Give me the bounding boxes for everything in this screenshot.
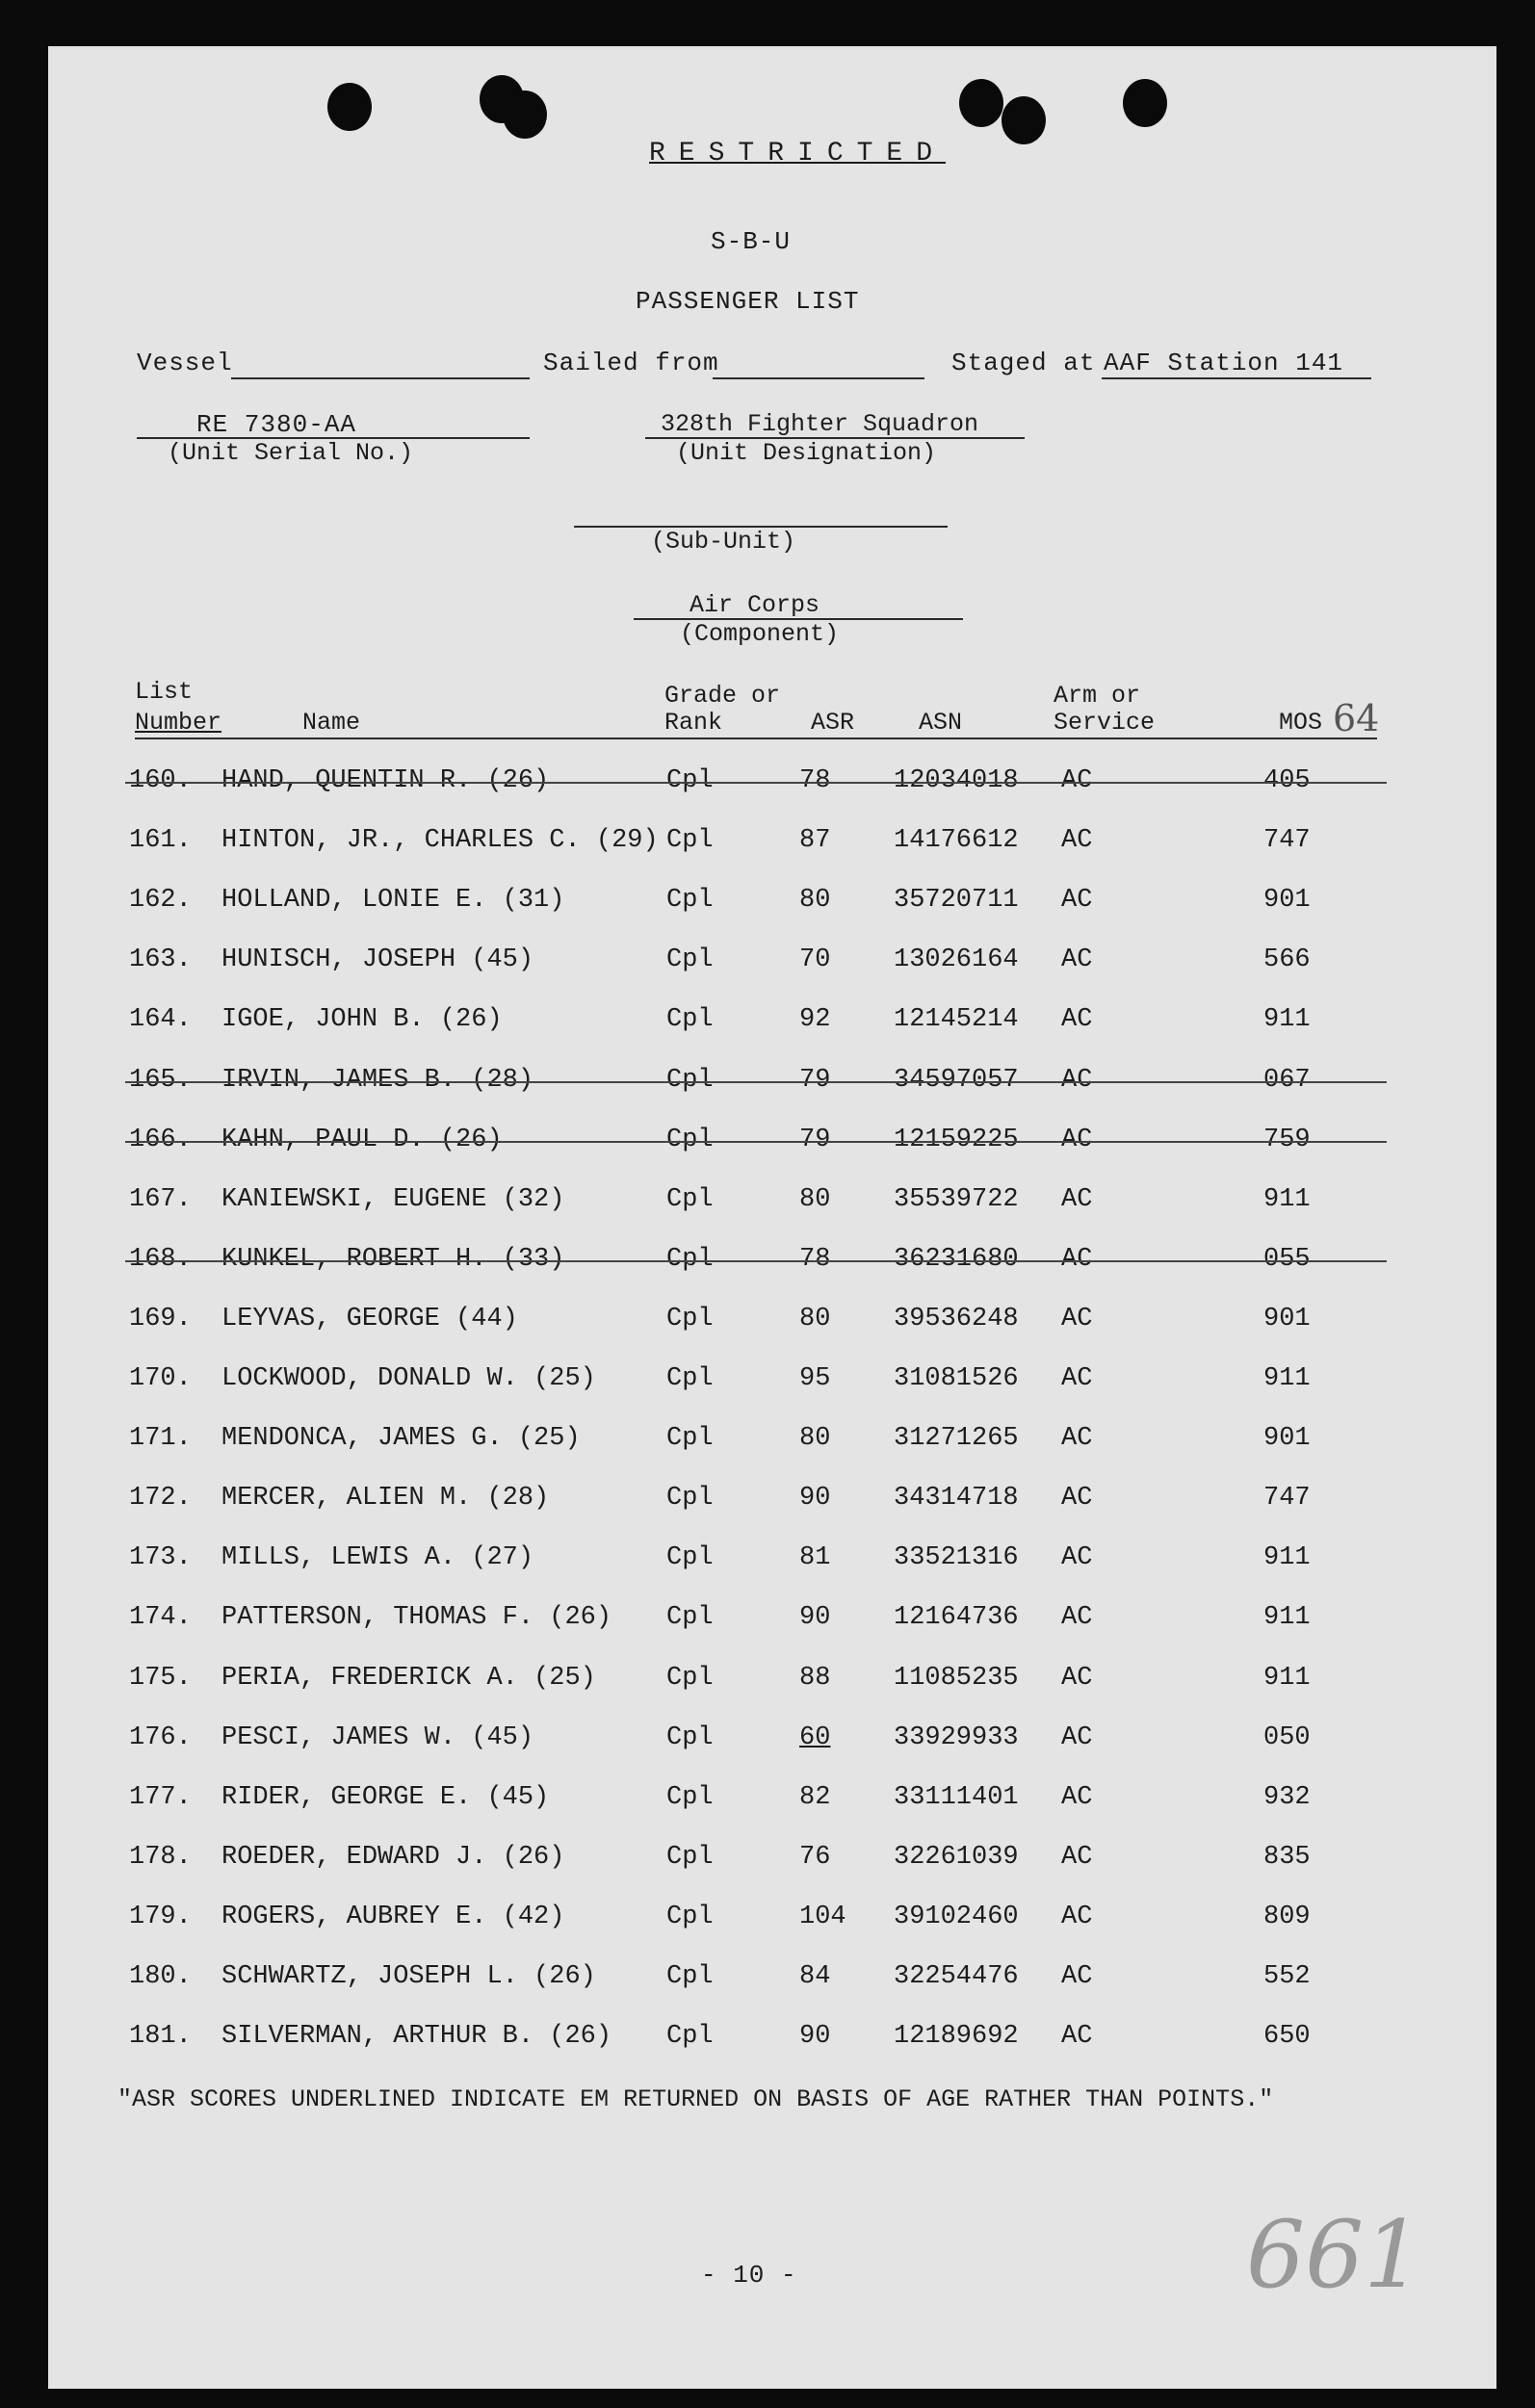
row-mos: 067 bbox=[1263, 1065, 1311, 1095]
row-asn: 12189692 bbox=[894, 2022, 1019, 2052]
row-name: LEYVAS, GEORGE (44) bbox=[221, 1304, 518, 1333]
row-asn: 39536248 bbox=[894, 1304, 1019, 1333]
row-name: KUNKEL, ROBERT H. (33) bbox=[221, 1244, 565, 1274]
row-mos: 911 bbox=[1263, 1364, 1311, 1393]
staged-at-label: Staged at bbox=[951, 349, 1096, 377]
row-asn: 14176612 bbox=[894, 826, 1019, 856]
row-asn: 34314718 bbox=[894, 1484, 1019, 1514]
punch-hole bbox=[327, 83, 372, 131]
row-name: HINTON, JR., CHARLES C. (29) bbox=[221, 826, 659, 856]
row-asn: 12145214 bbox=[894, 1005, 1019, 1035]
row-asn: 33111401 bbox=[894, 1782, 1019, 1812]
row-asr: 90 bbox=[799, 1484, 831, 1514]
strikethrough-line bbox=[125, 1081, 1387, 1083]
row-asn: 31081526 bbox=[894, 1364, 1019, 1393]
row-arm: AC bbox=[1061, 766, 1093, 795]
footnote: "ASR SCORES UNDERLINED INDICATE EM RETURNED ON BASIS OF AGE RATHER THAN POINTS." bbox=[117, 2085, 1274, 2113]
row-grade: Cpl bbox=[666, 1782, 714, 1812]
row-asr: 82 bbox=[799, 1782, 831, 1812]
row-arm: AC bbox=[1061, 945, 1093, 975]
row-grade: Cpl bbox=[666, 1484, 714, 1514]
row-list-number: 160. bbox=[129, 766, 192, 795]
row-asn: 33929933 bbox=[894, 1722, 1019, 1752]
row-grade: Cpl bbox=[666, 1842, 714, 1872]
row-asn: 39102460 bbox=[894, 1902, 1019, 1931]
row-list-number: 171. bbox=[129, 1424, 192, 1454]
row-asr: 79 bbox=[799, 1065, 831, 1095]
row-grade: Cpl bbox=[666, 1902, 714, 1931]
row-name: KANIEWSKI, EUGENE (32) bbox=[221, 1184, 565, 1214]
row-asr: 79 bbox=[799, 1125, 831, 1154]
col-mos: MOS bbox=[1279, 709, 1323, 737]
row-grade: Cpl bbox=[666, 1244, 714, 1274]
strikethrough-line bbox=[125, 782, 1387, 784]
row-arm: AC bbox=[1061, 1484, 1093, 1514]
row-arm: AC bbox=[1061, 1902, 1093, 1931]
handwritten-page-number: 661 bbox=[1246, 2201, 1423, 2309]
sailed-from-label: Sailed from bbox=[543, 349, 719, 377]
row-arm: AC bbox=[1061, 1005, 1093, 1035]
unit-serial-caption: (Unit Serial No.) bbox=[168, 439, 414, 467]
table-row bbox=[48, 1005, 1496, 1044]
row-grade: Cpl bbox=[666, 1962, 714, 1991]
staged-at-value: AAF Station 141 bbox=[1104, 349, 1344, 377]
row-mos: 566 bbox=[1263, 945, 1311, 975]
row-list-number: 170. bbox=[129, 1364, 192, 1393]
row-name: ROGERS, AUBREY E. (42) bbox=[221, 1902, 565, 1931]
row-arm: AC bbox=[1061, 1543, 1093, 1573]
row-list-number: 169. bbox=[129, 1304, 192, 1333]
row-asr: 70 bbox=[799, 945, 831, 975]
table-row bbox=[48, 1066, 1496, 1104]
row-list-number: 166. bbox=[129, 1125, 192, 1154]
row-asr: 80 bbox=[799, 1304, 831, 1333]
row-mos: 932 bbox=[1263, 1782, 1311, 1812]
row-grade: Cpl bbox=[666, 945, 714, 975]
row-asn: 33521316 bbox=[894, 1543, 1019, 1573]
table-row bbox=[48, 1484, 1496, 1522]
row-name: MENDONCA, JAMES G. (25) bbox=[221, 1424, 581, 1454]
row-asr: 95 bbox=[799, 1364, 831, 1393]
row-asr: 81 bbox=[799, 1543, 831, 1573]
row-grade: Cpl bbox=[666, 1304, 714, 1333]
row-list-number: 172. bbox=[129, 1484, 192, 1514]
row-arm: AC bbox=[1061, 1722, 1093, 1752]
table-row bbox=[48, 1543, 1496, 1582]
table-row bbox=[48, 1903, 1496, 1941]
row-asr: 78 bbox=[799, 1244, 831, 1274]
col-arm-line1: Arm or bbox=[1054, 682, 1141, 710]
row-name: MILLS, LEWIS A. (27) bbox=[221, 1543, 534, 1573]
row-mos: 911 bbox=[1263, 1005, 1311, 1035]
row-asn: 35720711 bbox=[894, 886, 1019, 916]
row-name: SCHWARTZ, JOSEPH L. (26) bbox=[221, 1962, 596, 1991]
row-arm: AC bbox=[1061, 1364, 1093, 1393]
row-asn: 31271265 bbox=[894, 1424, 1019, 1454]
table-row bbox=[48, 1364, 1496, 1403]
row-arm: AC bbox=[1061, 886, 1093, 916]
row-name: HOLLAND, LONIE E. (31) bbox=[221, 886, 565, 916]
row-asr: 90 bbox=[799, 2022, 831, 2052]
row-mos: 901 bbox=[1263, 886, 1311, 916]
row-grade: Cpl bbox=[666, 826, 714, 856]
row-mos: 809 bbox=[1263, 1902, 1311, 1931]
row-arm: AC bbox=[1061, 1125, 1093, 1154]
row-asn: 13026164 bbox=[894, 945, 1019, 975]
table-row bbox=[48, 1962, 1496, 2001]
table-row bbox=[48, 1664, 1496, 1702]
row-arm: AC bbox=[1061, 1603, 1093, 1633]
row-asr: 84 bbox=[799, 1962, 831, 1991]
row-asn: 12164736 bbox=[894, 1603, 1019, 1633]
row-mos: 911 bbox=[1263, 1184, 1311, 1214]
table-row bbox=[48, 1305, 1496, 1343]
row-name: HAND, QUENTIN R. (26) bbox=[221, 766, 550, 795]
row-mos: 901 bbox=[1263, 1424, 1311, 1454]
row-list-number: 174. bbox=[129, 1603, 192, 1633]
row-arm: AC bbox=[1061, 1184, 1093, 1214]
table-row bbox=[48, 886, 1496, 924]
mos-handwritten-note: 64 bbox=[1333, 697, 1380, 739]
vessel-label: Vessel bbox=[137, 349, 233, 377]
component-caption: (Component) bbox=[680, 620, 840, 648]
row-mos: 650 bbox=[1263, 2022, 1311, 2052]
row-mos: 759 bbox=[1263, 1125, 1311, 1154]
row-asr: 80 bbox=[799, 886, 831, 916]
row-arm: AC bbox=[1061, 1244, 1093, 1274]
row-grade: Cpl bbox=[666, 1005, 714, 1035]
row-asn: 11085235 bbox=[894, 1663, 1019, 1693]
row-arm: AC bbox=[1061, 1424, 1093, 1454]
table-row bbox=[48, 1185, 1496, 1224]
col-arm-line2: Service bbox=[1054, 709, 1156, 737]
unit-designation-caption: (Unit Designation) bbox=[676, 439, 937, 467]
row-asn: 35539722 bbox=[894, 1184, 1019, 1214]
table-row bbox=[48, 1723, 1496, 1762]
col-name: Name bbox=[302, 709, 361, 737]
row-asr: 76 bbox=[799, 1842, 831, 1872]
row-mos: 747 bbox=[1263, 826, 1311, 856]
row-asn: 32261039 bbox=[894, 1842, 1019, 1872]
strikethrough-line bbox=[125, 1141, 1387, 1143]
punch-hole bbox=[959, 79, 1003, 127]
row-name: KAHN, PAUL D. (26) bbox=[221, 1125, 503, 1154]
row-asn: 12159225 bbox=[894, 1125, 1019, 1154]
row-grade: Cpl bbox=[666, 1065, 714, 1095]
table-row bbox=[48, 1603, 1496, 1642]
row-name: IGOE, JOHN B. (26) bbox=[221, 1005, 503, 1035]
row-asr: 104 bbox=[799, 1902, 846, 1931]
row-asr: 80 bbox=[799, 1184, 831, 1214]
row-asn: 34597057 bbox=[894, 1065, 1019, 1095]
row-mos: 911 bbox=[1263, 1603, 1311, 1633]
row-mos: 911 bbox=[1263, 1663, 1311, 1693]
col-grade-line1: Grade or bbox=[664, 682, 781, 710]
row-list-number: 180. bbox=[129, 1962, 192, 1991]
row-grade: Cpl bbox=[666, 766, 714, 795]
row-mos: 405 bbox=[1263, 766, 1311, 795]
row-arm: AC bbox=[1061, 1782, 1093, 1812]
row-arm: AC bbox=[1061, 2022, 1093, 2052]
col-asn: ASN bbox=[919, 709, 963, 737]
row-grade: Cpl bbox=[666, 1424, 714, 1454]
table-row bbox=[48, 1245, 1496, 1283]
component-value: Air Corps bbox=[689, 591, 820, 619]
row-list-number: 167. bbox=[129, 1184, 192, 1214]
row-name: MERCER, ALIEN M. (28) bbox=[221, 1484, 550, 1514]
row-asr: 87 bbox=[799, 826, 831, 856]
row-grade: Cpl bbox=[666, 1722, 714, 1752]
punch-hole bbox=[1002, 96, 1046, 144]
row-arm: AC bbox=[1061, 1663, 1093, 1693]
row-name: ROEDER, EDWARD J. (26) bbox=[221, 1842, 565, 1872]
row-list-number: 162. bbox=[129, 886, 192, 916]
row-grade: Cpl bbox=[666, 1603, 714, 1633]
row-list-number: 168. bbox=[129, 1244, 192, 1274]
row-grade: Cpl bbox=[666, 2022, 714, 2052]
row-mos: 835 bbox=[1263, 1842, 1311, 1872]
row-grade: Cpl bbox=[666, 1543, 714, 1573]
table-row bbox=[48, 1424, 1496, 1463]
col-list-number-line1: List bbox=[135, 678, 194, 706]
unit-code: S-B-U bbox=[711, 227, 792, 256]
table-row bbox=[48, 2022, 1496, 2060]
row-name: PATTERSON, THOMAS F. (26) bbox=[221, 1603, 612, 1633]
row-name: LOCKWOOD, DONALD W. (25) bbox=[221, 1364, 596, 1393]
vessel-field-line bbox=[231, 377, 530, 379]
row-arm: AC bbox=[1061, 1304, 1093, 1333]
row-name: IRVIN, JAMES B. (28) bbox=[221, 1065, 534, 1095]
row-arm: AC bbox=[1061, 1842, 1093, 1872]
row-list-number: 173. bbox=[129, 1543, 192, 1573]
row-list-number: 164. bbox=[129, 1005, 192, 1035]
row-asn: 36231680 bbox=[894, 1244, 1019, 1274]
row-grade: Cpl bbox=[666, 1364, 714, 1393]
row-mos: 050 bbox=[1263, 1722, 1311, 1752]
row-grade: Cpl bbox=[666, 1663, 714, 1693]
row-asr: 80 bbox=[799, 1424, 831, 1454]
row-name: PESCI, JAMES W. (45) bbox=[221, 1722, 534, 1752]
row-asr: 92 bbox=[799, 1005, 831, 1035]
punch-hole bbox=[1123, 79, 1167, 127]
table-row bbox=[48, 826, 1496, 865]
unit-designation-value: 328th Fighter Squadron bbox=[661, 410, 979, 438]
row-list-number: 175. bbox=[129, 1663, 192, 1693]
row-arm: AC bbox=[1061, 1962, 1093, 1991]
row-list-number: 161. bbox=[129, 826, 192, 856]
row-list-number: 179. bbox=[129, 1902, 192, 1931]
row-list-number: 165. bbox=[129, 1065, 192, 1095]
document-page bbox=[48, 46, 1496, 2389]
row-asn: 12034018 bbox=[894, 766, 1019, 795]
row-mos: 055 bbox=[1263, 1244, 1311, 1274]
row-mos: 552 bbox=[1263, 1962, 1311, 1991]
row-arm: AC bbox=[1061, 1065, 1093, 1095]
row-asr: 88 bbox=[799, 1663, 831, 1693]
row-mos: 911 bbox=[1263, 1543, 1311, 1573]
column-header-rule bbox=[135, 738, 1377, 739]
table-row bbox=[48, 945, 1496, 984]
table-row bbox=[48, 1126, 1496, 1164]
row-name: HUNISCH, JOSEPH (45) bbox=[221, 945, 534, 975]
col-grade-line2: Rank bbox=[664, 709, 723, 737]
col-asr: ASR bbox=[811, 709, 855, 737]
sub-unit-caption: (Sub-Unit) bbox=[651, 528, 796, 556]
row-name: PERIA, FREDERICK A. (25) bbox=[221, 1663, 596, 1693]
row-asr: 90 bbox=[799, 1603, 831, 1633]
row-list-number: 177. bbox=[129, 1782, 192, 1812]
table-row bbox=[48, 1843, 1496, 1881]
row-grade: Cpl bbox=[666, 1184, 714, 1214]
page-number: - 10 - bbox=[701, 2261, 797, 2290]
row-list-number: 176. bbox=[129, 1722, 192, 1752]
row-mos: 901 bbox=[1263, 1304, 1311, 1333]
row-asr: 60 bbox=[799, 1722, 831, 1752]
punch-hole bbox=[503, 91, 547, 139]
row-list-number: 163. bbox=[129, 945, 192, 975]
row-grade: Cpl bbox=[666, 886, 714, 916]
document-title: PASSENGER LIST bbox=[636, 287, 860, 316]
classification-marking: RESTRICTED bbox=[649, 139, 947, 168]
row-asr: 78 bbox=[799, 766, 831, 795]
unit-serial-value: RE 7380-AA bbox=[196, 410, 357, 439]
col-list-number-line2: Number bbox=[135, 709, 222, 737]
staged-at-field-line bbox=[1102, 377, 1371, 379]
row-list-number: 178. bbox=[129, 1842, 192, 1872]
strikethrough-line bbox=[125, 1260, 1387, 1262]
row-name: RIDER, GEORGE E. (45) bbox=[221, 1782, 550, 1812]
row-list-number: 181. bbox=[129, 2022, 192, 2052]
table-row bbox=[48, 766, 1496, 805]
sailed-from-field-line bbox=[713, 377, 924, 379]
row-grade: Cpl bbox=[666, 1125, 714, 1154]
row-asn: 32254476 bbox=[894, 1962, 1019, 1991]
row-arm: AC bbox=[1061, 826, 1093, 856]
row-name: SILVERMAN, ARTHUR B. (26) bbox=[221, 2022, 612, 2052]
row-mos: 747 bbox=[1263, 1484, 1311, 1514]
table-row bbox=[48, 1783, 1496, 1822]
